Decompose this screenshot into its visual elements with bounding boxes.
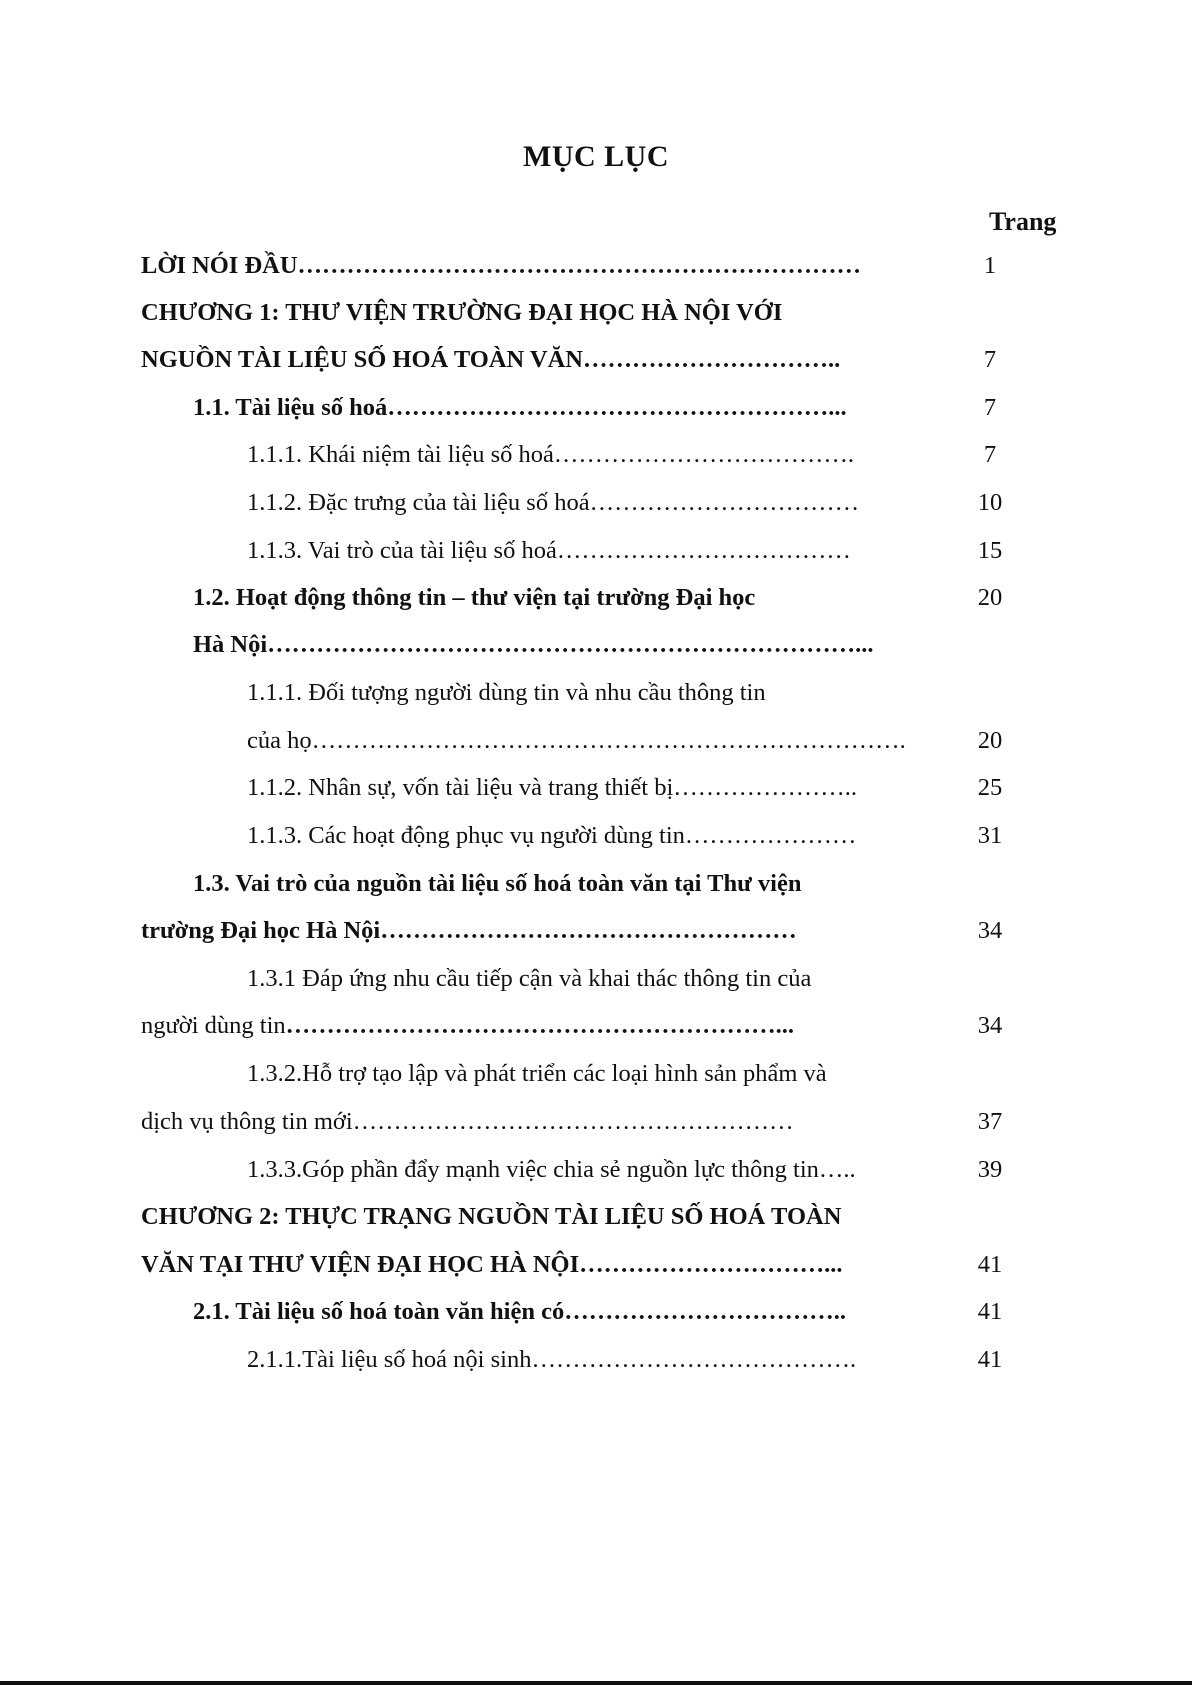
toc-page-number: 41 bbox=[977, 1251, 1003, 1278]
toc-entry bbox=[247, 726, 906, 756]
toc-entry-text: dịch vụ thông tin mới……………………………………………… bbox=[141, 1108, 794, 1135]
toc-entry-text: LỜI NÓI ĐẦU…………………………………………………………… bbox=[141, 252, 862, 279]
toc-page-number: 7 bbox=[983, 394, 997, 421]
toc-entry bbox=[193, 1297, 846, 1327]
toc-entry-text: 1.1. Tài liệu số hoá………………………………………………... bbox=[193, 394, 847, 421]
toc-entry-text: 1.3.2.Hỗ trợ tạo lập và phát triển các loại hình sản phẩm và bbox=[247, 1060, 827, 1087]
toc-entry-text: 1.1.3. Các hoạt động phục vụ người dùng tin………………… bbox=[247, 822, 857, 849]
toc-entry bbox=[141, 251, 861, 281]
toc-entry-text: NGUỒN TÀI LIỆU SỐ HOÁ TOÀN VĂN………………………….. bbox=[141, 346, 841, 373]
toc-page-number: 34 bbox=[977, 1012, 1003, 1039]
toc-title: MỤC LỤC bbox=[523, 140, 669, 173]
toc-page-number: 15 bbox=[977, 537, 1003, 564]
toc-page-number: 25 bbox=[977, 774, 1003, 801]
toc-page-number: 20 bbox=[977, 584, 1003, 611]
toc-entry-text: của họ………………………………………………………………. bbox=[247, 727, 906, 754]
toc-entry-text: Hà Nội………………………………………………………………... bbox=[193, 631, 874, 658]
toc-page-number: 20 bbox=[977, 727, 1003, 754]
toc-page-number: 39 bbox=[977, 1156, 1003, 1183]
toc-page-number: 31 bbox=[977, 822, 1003, 849]
toc-entry-text: 1.3. Vai trò của nguồn tài liệu số hoá toàn văn tại Thư viện bbox=[193, 870, 802, 897]
toc-entry bbox=[247, 488, 859, 518]
toc-page-number: 7 bbox=[983, 441, 997, 468]
toc-entry bbox=[247, 536, 851, 566]
toc-entry bbox=[247, 440, 854, 470]
toc-entry bbox=[193, 583, 755, 613]
toc-entry bbox=[141, 916, 797, 946]
toc-entry bbox=[141, 298, 782, 328]
toc-entry-text: 1.2. Hoạt động thông tin – thư viện tại trường Đại học bbox=[193, 584, 756, 611]
toc-entry bbox=[141, 1250, 843, 1280]
toc-entry bbox=[141, 1011, 794, 1041]
toc-entry-text: 1.1.1. Đối tượng người dùng tin và nhu cầu thông tin bbox=[247, 679, 766, 706]
toc-entry-text: 2.1. Tài liệu số hoá toàn văn hiện có…………………………….. bbox=[193, 1298, 846, 1325]
toc-entry-text: người dùng tin bbox=[141, 1012, 286, 1039]
toc-entry-text: 1.1.2. Nhân sự, vốn tài liệu và trang thiết bị………………….. bbox=[247, 774, 858, 801]
toc-entry bbox=[247, 1155, 856, 1185]
toc-entry bbox=[247, 1059, 827, 1089]
toc-entry-text: 1.1.2. Đặc trưng của tài liệu số hoá…………………………… bbox=[247, 489, 860, 516]
toc-entry-text: 2.1.1.Tài liệu số hoá nội sinh…………………………………. bbox=[247, 1346, 857, 1373]
toc-entry-text: VĂN TẠI THƯ VIỆN ĐẠI HỌC HÀ NỘI…………………………... bbox=[141, 1251, 843, 1278]
page-bottom-border bbox=[0, 1681, 1192, 1685]
toc-entry bbox=[141, 345, 840, 375]
toc-page-number: 1 bbox=[983, 252, 997, 279]
toc-entry bbox=[247, 773, 857, 803]
toc-entry-text: 1.3.1 Đáp ứng nhu cầu tiếp cận và khai thác thông tin của bbox=[247, 965, 812, 992]
toc-entry bbox=[247, 1345, 856, 1375]
toc-entry-leader: ……………………………………………………... bbox=[285, 1012, 795, 1039]
toc-entry bbox=[193, 393, 847, 423]
toc-page-number: 41 bbox=[977, 1346, 1003, 1373]
toc-page-number: 7 bbox=[983, 346, 997, 373]
toc-entry bbox=[193, 630, 874, 660]
toc-entry bbox=[247, 678, 766, 708]
page-column-header: Trang bbox=[989, 207, 1057, 236]
toc-entry-text: 1.1.3. Vai trò của tài liệu số hoá……………………………… bbox=[247, 537, 851, 564]
toc-entry bbox=[247, 821, 856, 851]
toc-entry-text: 1.3.3.Góp phần đẩy mạnh việc chia sẻ nguồn lực thông tin….. bbox=[247, 1156, 856, 1183]
toc-page-number: 10 bbox=[977, 489, 1003, 516]
toc-page-number: 41 bbox=[977, 1298, 1003, 1325]
toc-entry bbox=[141, 1107, 794, 1137]
toc-entry-text: CHƯƠNG 2: THỰC TRẠNG NGUỒN TÀI LIỆU SỐ HOÁ TOÀN bbox=[141, 1203, 842, 1230]
toc-entry bbox=[193, 869, 802, 899]
toc-entry-text: CHƯƠNG 1: THƯ VIỆN TRƯỜNG ĐẠI HỌC HÀ NỘI VỚI bbox=[141, 299, 783, 326]
toc-page-number: 34 bbox=[977, 917, 1003, 944]
toc-entry bbox=[141, 1202, 841, 1232]
toc-page-number: 37 bbox=[977, 1108, 1003, 1135]
toc-entry bbox=[247, 964, 811, 994]
toc-entry-text: trường Đại học Hà Nội…………………………………………… bbox=[141, 917, 797, 944]
toc-entry-text: 1.1.1. Khái niệm tài liệu số hoá………………………………. bbox=[247, 441, 854, 468]
